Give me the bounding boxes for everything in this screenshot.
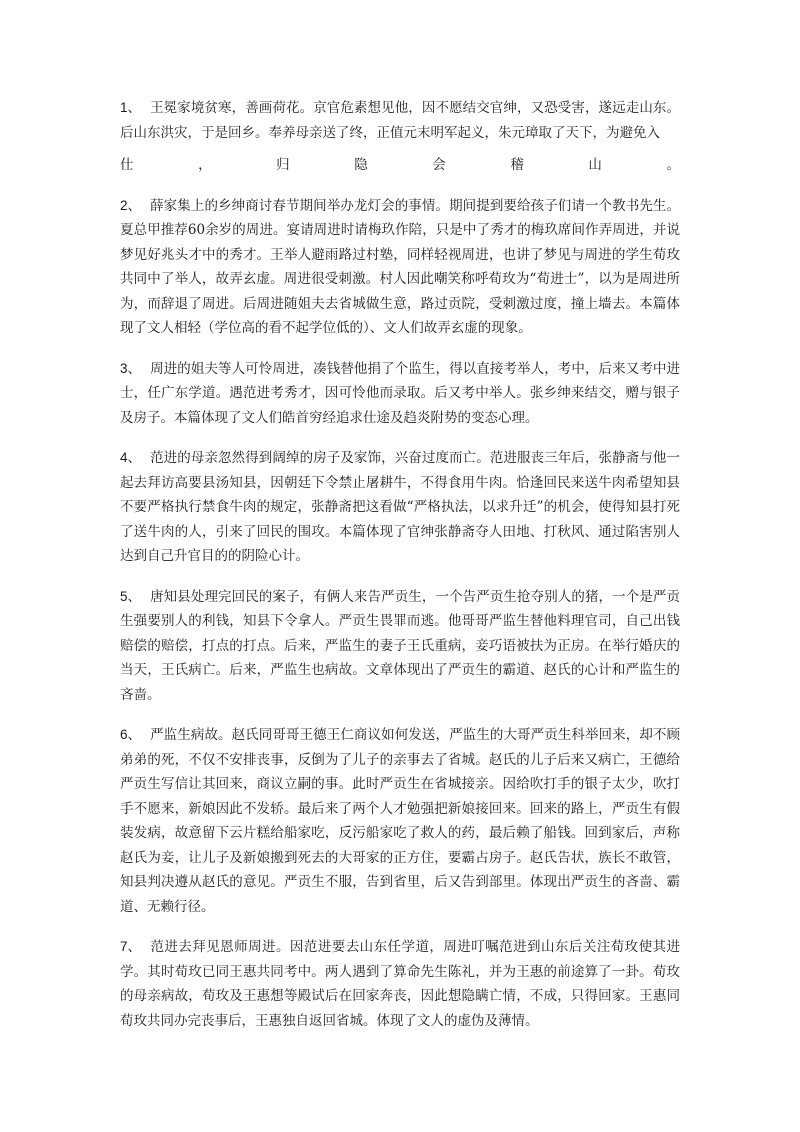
tail-char: 稽 (510, 157, 524, 173)
tail-char: 会 (432, 157, 446, 173)
paragraph-3 (120, 357, 680, 431)
paragraph-number: 5、 (120, 588, 142, 604)
paragraph-text: 王冕家境贫寒，善画荷花。京官危素想见他，因不愿结交官绅，又恐受害，遂远走山东。后山东洪灾，于是回乡。奉养母亲送了终，正值元末明军起义，朱元璋取了天下，为避免入 (120, 100, 680, 141)
paragraph-text: 范进去拜见恩师周进。因范进要去山东任学道，周进叮嘱范进到山东后关注荀玫使其进学。其时荀玫已同王惠共同考中。两人遇到了算命先生陈礼，并为王惠的前途算了一卦。荀玫的母亲病故，荀玫及王惠想等殿试后在回家奔丧，因此想隐瞒亡情，不成，只得回家。王惠同荀玫共同办完丧事后，王惠独自返回省城。体现了文人的虚伪及薄情。 (120, 939, 680, 1029)
tail-char: 仕 (120, 157, 134, 173)
paragraph-text: 周进的姐夫等人可怜周进，凑钱替他捐了个监生，得以直接考举人，考中，后来又考中进士，任广东学道。遇范进考秀才，因可怜他而录取。后又考中举人。张乡绅来结交，赠与银子及房子。本篇体现了文人们皓首穷经追求仕途及趋炎附势的变态心理。 (120, 360, 680, 426)
tail-char: ， (198, 157, 212, 173)
paragraph-4 (120, 446, 680, 569)
paragraph-text: 严监生病故。赵氏同哥哥王德王仁商议如何发送，严监生的大哥严贡生科举回来，却不顾弟弟的死，不仅不安排丧事，反倒为了儿子的亲事去了省城。赵氏的儿子后来又病亡，王德给严贡生写信让其回来，商议立嗣的事。此时严贡生在省城接亲。因给吹打手的银子太少，吹打手不愿来，新娘因此不发轿。最后来了两个人才勉强把新娘接回来。回来的路上，严贡生有假装发病，故意留下云片糕给船家吃，反污船家吃了救人的药，最后赖了船钱。回到家后，声称赵氏为妾，让儿子及新娘搬到死去的大哥家的正方住，要霸占房子。赵氏告状，族长不敢管，知县判决遵从赵氏的意见。严贡生不服，告到省里，后又告到部里。体现出严贡生的吝啬、霸道、无赖行径。 (120, 727, 680, 915)
paragraph-5 (120, 585, 680, 708)
paragraph-text: 范进的母亲忽然得到阔绰的房子及家饰，兴奋过度而亡。范进服丧三年后，张静斋与他一起去拜访高要县汤知县，因朝廷下令禁止屠耕牛，不得食用牛肉。恰逢回民来送牛肉希望知县不要严格执行禁食牛肉的规定，张静斋把这看做“严格执法，以求升迁”的机会，使得知县打死了送牛肉的人，引来了回民的围攻。本篇体现了官绅张静斋夺人田地、打秋风、通过陷害别人达到自己升官目的的阴险心计。 (120, 450, 680, 564)
tail-char: 山 (588, 157, 602, 173)
paragraph-number: 2、 (120, 197, 142, 213)
paragraph-1 (120, 96, 680, 145)
tail-char: 隐 (354, 157, 368, 173)
paragraph-number: 3、 (120, 360, 142, 376)
tail-char: 。 (666, 157, 680, 173)
paragraph-number: 7、 (120, 939, 142, 954)
tail-char: 归 (276, 157, 290, 173)
paragraph-number: 4、 (120, 450, 142, 465)
paragraph-7 (120, 935, 680, 1033)
paragraph-6 (120, 723, 680, 919)
paragraph-text: 唐知县处理完回民的案子，有俩人来告严贡生，一个告严贡生抢夺别人的猪，一个是严贡生强要别人的利钱，知县下令拿人。严贡生畏罪而逃。他哥哥严监生替他料理官司，自己出钱赔偿的赔偿，打点的打点。后来，严监生的妻子王氏重病，妾巧语被扶为正房。在举行婚庆的当天，王氏病亡。后来，严监生也病故。文章体现出了严贡生的霸道、赵氏的心计和严监生的吝啬。 (120, 588, 680, 703)
document-page (120, 96, 680, 1049)
paragraph-number: 1、 (120, 100, 142, 115)
paragraph-1-tail (120, 153, 680, 178)
paragraph-text: 薛家集上的乡绅商讨春节期间举办龙灯会的事情。期间提到要给孩子们请一个教书先生。夏总甲推荐60余岁的周进。宴请周进时请梅玖作陪，只是中了秀才的梅玖席间作弄周进，并说梦见好兆头才中的秀才。王举人避雨路过村塾，同样轻视周进，也讲了梦见与周进的学生荀玫共同中了举人，故弄玄虚。周进很受刺激。村人因此嘲笑称呼荀玫为“荀进士”，以为是周进所为，而辞退了周进。后周进随姐夫去省城做生意，路过贡院，受刺激过度，撞上墙去。本篇体现了文人相轻（学位高的看不起学位低的）、文人们故弄玄虚的现象。 (120, 197, 680, 336)
paragraph-number: 6、 (120, 727, 142, 742)
paragraph-2 (120, 194, 680, 341)
